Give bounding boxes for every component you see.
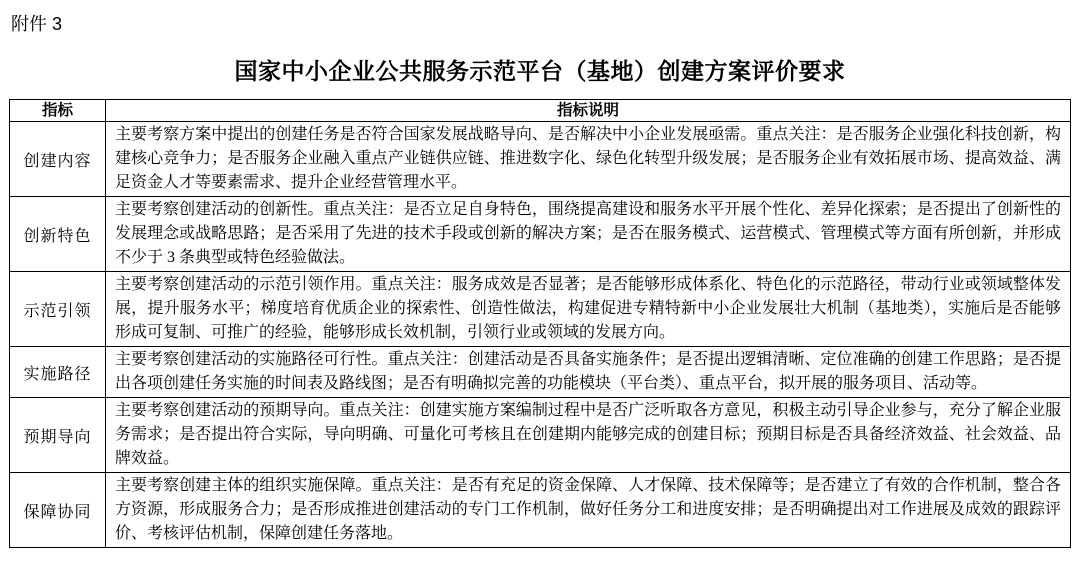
evaluation-requirements-table (9, 99, 1071, 548)
description-cell: 主要考察方案中提出的创建任务是否符合国家发展战略导向、是否解决中小企业发展亟需。重点关注：是否服务企业强化科技创新，构建核心竞争力；是否服务企业融入重点产业链供应链、推进数字化、绿色化转型升级发展；是否服务企业有效拓展市场、提高效益、满足资金人才等要素需求、提升企业经营管理水平。 (106, 122, 1071, 197)
table-row (10, 347, 1071, 398)
page-title: 国家中小企业公共服务示范平台（基地）创建方案评价要求 (234, 59, 846, 84)
indicator-cell: 示范引领 (10, 272, 106, 347)
indicator-cell: 预期导向 (10, 398, 106, 473)
description-cell: 主要考察创建活动的创新性。重点关注：是否立足自身特色，围绕提高建设和服务水平开展个性化、差异化探索；是否提出了创新性的发展理念或战略思路；是否采用了先进的技术手段或创新的解决方案；是否在服务模式、运营模式、管理模式等方面有所创新，并形成不少于 3 条典型或特色经验做法。 (106, 197, 1071, 272)
indicator-cell: 实施路径 (10, 347, 106, 398)
table-row (10, 122, 1071, 197)
description-cell: 主要考察创建主体的组织实施保障。重点关注：是否有充足的资金保障、人才保障、技术保障等；是否建立了有效的合作机制，整合各方资源，形成服务合力；是否形成推进创建活动的专门工作机制，做好任务分工和进度安排；是否明确提出对工作进展及成效的跟踪评价、考核评估机制，保障创建任务落地。 (106, 473, 1071, 548)
description-cell: 主要考察创建活动的预期导向。重点关注：创建实施方案编制过程中是否广泛听取各方意见，积极主动引导企业参与，充分了解企业服务需求；是否提出符合实际，导向明确、可量化可考核且在创建期内能够完成的创建目标；预期目标是否具备经济效益、社会效益、品牌效益。 (106, 398, 1071, 473)
description-cell: 主要考察创建活动的示范引领作用。重点关注：服务成效是否显著；是否能够形成体系化、特色化的示范路径，带动行业或领域整体发展，提升服务水平；梯度培育优质企业的探索性、创造性做法，构建促进专精特新中小企业发展壮大机制（基地类），实施后是否能够形成可复制、可推广的经验，能够形成长效机制，引领行业或领域的发展方向。 (106, 272, 1071, 347)
table-header-row (10, 100, 1071, 122)
table-row (10, 473, 1071, 548)
table-row (10, 272, 1071, 347)
description-cell: 主要考察创建活动的实施路径可行性。重点关注：创建活动是否具备实施条件；是否提出逻辑清晰、定位准确的创建工作思路；是否提出各项创建任务实施的时间表及路线图；是否有明确拟完善的功能模块（平台类）、重点平台，拟开展的服务项目、活动等。 (106, 347, 1071, 398)
table-row (10, 398, 1071, 473)
indicator-cell: 创建内容 (10, 122, 106, 197)
indicator-cell: 保障协同 (10, 473, 106, 548)
column-header-indicator: 指标 (10, 100, 106, 122)
table-row (10, 197, 1071, 272)
indicator-cell: 创新特色 (10, 197, 106, 272)
attachment-label: 附件 3 (11, 14, 63, 34)
column-header-description: 指标说明 (106, 100, 1071, 122)
